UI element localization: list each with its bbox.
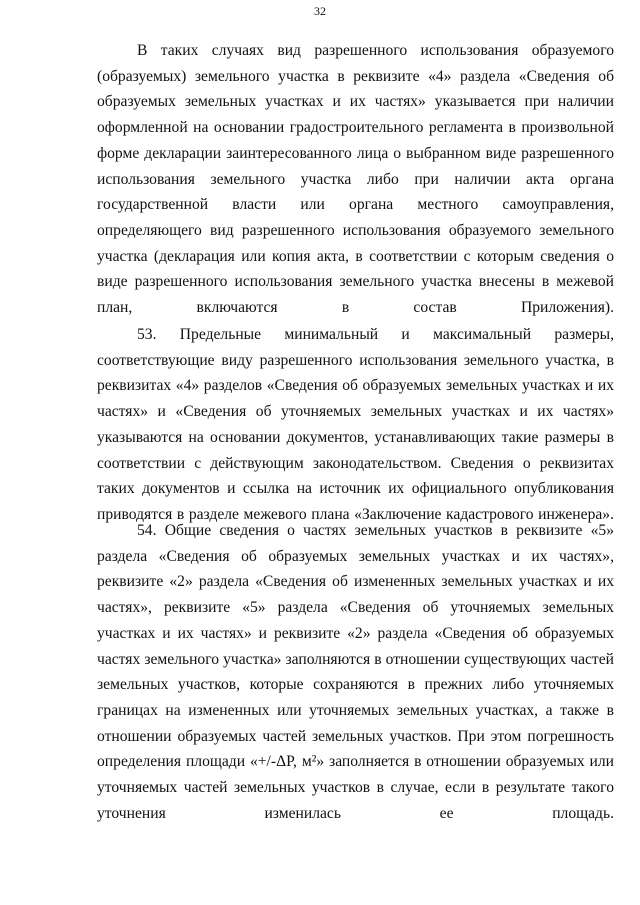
paragraph-number: 54.	[137, 522, 157, 539]
paragraph-54	[97, 518, 614, 826]
page-number: 32	[314, 4, 326, 18]
paragraph-intro	[97, 38, 614, 321]
paragraph-text: Общие сведения о частях земельных участков в реквизите «5» раздела «Сведения об образуемых земельных участках и их частях», реквизите «2» раздела «Сведения об измененных земельных участках и их частях», реквизите «5» раздела «Сведения об уточняемых земельных участках и их частях» и реквизите «2» раздела «Сведения об образуемых частях земельного участка» заполняются в отношении существующих частей земельных участков, которые сохраняются в прежних либо уточняемых границах на измененных или уточняемых земельных участках, а также в отношении образуемых частей земельных участков. При этом погрешность определения площади «+/-ΔP, м²» заполняется в отношении образуемых или уточняемых частей земельных участков в случае, если в результате такого уточнения изменилась ее площадь.	[97, 522, 614, 822]
paragraph-number: 53.	[137, 326, 157, 343]
paragraph-text: Предельные минимальный и максимальный размеры, соответствующие виду разрешенного использования земельного участка, в реквизитах «4» разделов «Сведения об образуемых земельных участках и их частях» и «Сведения об уточняемых земельных участках и их частях» указываются на основании документов, устанавливающих такие размеры в соответствии с действующим законодательством. Сведения о реквизитах таких документов и ссылка на источник их официального опубликования приводятся в разделе межевого плана «Заключение кадастрового инженера».	[97, 326, 614, 523]
paragraph-text: В таких случаях вид разрешенного использования образуемого (образуемых) земельного участка в реквизите «4» раздела «Сведения об образуемых земельных участках и их частях» указывается при наличии оформленной на основании градостроительного регламента в произвольной форме декларации заинтересованного лица о выбранном виде разрешенного использования земельного участка либо при наличии акта органа государственной власти или органа местного самоуправления, определяющего вид разрешенного использования образуемого земельного участка (декларация или копия акта, в соответствии с которым сведения о виде разрешенного использования земельного участка внесены в межевой план, включаются в состав Приложения).	[97, 42, 614, 317]
paragraph-53	[97, 322, 614, 528]
